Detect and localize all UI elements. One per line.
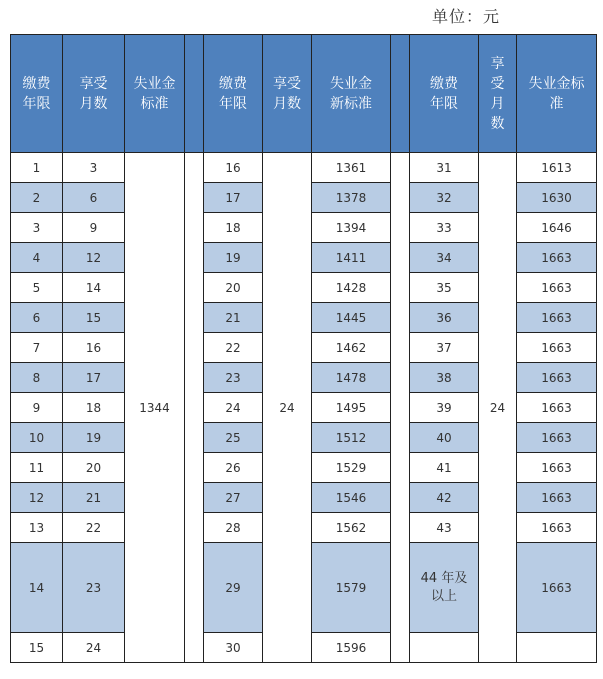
table-row [11,153,597,183]
header-row [11,35,597,153]
g1-months-cell: 16 [63,333,125,363]
g3-years-cell: 33 [410,213,479,243]
g1-months-cell: 14 [63,273,125,303]
g1-months-cell: 12 [63,243,125,273]
g3-years-cell: 32 [410,183,479,213]
g3-standard-cell: 1630 [517,183,597,213]
g2-years-cell: 22 [204,333,263,363]
g3-standard-cell: 1613 [517,153,597,183]
g1-years-cell: 10 [11,423,63,453]
table-body [11,153,597,663]
g2-standard-cell: 1529 [312,453,391,483]
g2-years-cell: 25 [204,423,263,453]
g3-standard-cell: 1663 [517,363,597,393]
g2-standard-cell: 1411 [312,243,391,273]
g2-years-cell: 17 [204,183,263,213]
g3-standard-cell: 1663 [517,423,597,453]
header-gap-1 [185,35,204,153]
g2-years-cell: 28 [204,513,263,543]
g1-years-cell: 13 [11,513,63,543]
g3-years-cell: 35 [410,273,479,303]
g3-years-cell: 38 [410,363,479,393]
g1-months-cell: 3 [63,153,125,183]
g3-standard-cell: 1663 [517,453,597,483]
g2-standard-cell: 1495 [312,393,391,423]
g2-years-cell: 26 [204,453,263,483]
g1-months-cell: 20 [63,453,125,483]
unemployment-benefit-table [10,34,597,663]
g3-years-cell: 31 [410,153,479,183]
header-years-2: 缴费 年限 [204,35,263,153]
g2-standard-cell: 1512 [312,423,391,453]
g1-years-cell: 8 [11,363,63,393]
g2-standard-cell: 1394 [312,213,391,243]
g1-years-cell: 14 [11,543,63,633]
g2-standard-cell: 1546 [312,483,391,513]
g3-years-cell: 40 [410,423,479,453]
g3-years-cell: 43 [410,513,479,543]
g1-years-cell: 15 [11,633,63,663]
g1-years-cell: 3 [11,213,63,243]
g2-years-cell: 21 [204,303,263,333]
header-standard-2: 失业金 新标准 [312,35,391,153]
g3-years-empty-cell [410,633,479,663]
g3-years-cell: 34 [410,243,479,273]
g2-years-cell: 24 [204,393,263,423]
g3-years-cell: 44 年及 以上 [410,543,479,633]
header-standard-3: 失业金标 准 [517,35,597,153]
g1-months-cell: 22 [63,513,125,543]
g3-standard-empty-cell [517,633,597,663]
g2-standard-cell: 1562 [312,513,391,543]
g2-standard-cell: 1361 [312,153,391,183]
g3-standard-cell: 1663 [517,303,597,333]
g3-years-cell: 41 [410,453,479,483]
g1-months-cell: 23 [63,543,125,633]
g2-years-cell: 20 [204,273,263,303]
g1-months-cell: 17 [63,363,125,393]
g3-standard-cell: 1663 [517,483,597,513]
g2-years-cell: 23 [204,363,263,393]
g3-months-cell: 24 [479,153,517,663]
g3-years-cell: 39 [410,393,479,423]
header-months-2: 享受 月数 [263,35,312,153]
g3-years-cell: 37 [410,333,479,363]
g2-years-cell: 18 [204,213,263,243]
g1-years-cell: 7 [11,333,63,363]
header-standard-1: 失业金 标准 [125,35,185,153]
g1-years-cell: 5 [11,273,63,303]
header-months-1: 享受 月数 [63,35,125,153]
header-years-1: 缴费 年限 [11,35,63,153]
g3-years-cell: 42 [410,483,479,513]
g2-standard-cell: 1445 [312,303,391,333]
g3-standard-cell: 1663 [517,393,597,423]
g1-months-cell: 21 [63,483,125,513]
g3-standard-cell: 1663 [517,243,597,273]
g2-years-cell: 16 [204,153,263,183]
gap-column-1 [185,153,204,663]
g3-standard-cell: 1646 [517,213,597,243]
g1-months-cell: 18 [63,393,125,423]
unit-label: 单位：元 [432,7,501,26]
g2-standard-cell: 1478 [312,363,391,393]
g1-months-cell: 24 [63,633,125,663]
g1-months-cell: 6 [63,183,125,213]
g3-years-cell: 36 [410,303,479,333]
g3-standard-cell: 1663 [517,543,597,633]
g1-months-cell: 19 [63,423,125,453]
g1-years-cell: 6 [11,303,63,333]
g2-years-cell: 19 [204,243,263,273]
g2-months-cell: 24 [263,153,312,663]
gap-column-2 [391,153,410,663]
g2-years-cell: 29 [204,543,263,633]
g1-years-cell: 9 [11,393,63,423]
header-years-3: 缴费 年限 [410,35,479,153]
g2-standard-cell: 1596 [312,633,391,663]
g1-years-cell: 2 [11,183,63,213]
g2-years-cell: 30 [204,633,263,663]
g1-years-cell: 4 [11,243,63,273]
header-gap-2 [391,35,410,153]
g2-standard-cell: 1579 [312,543,391,633]
g3-standard-cell: 1663 [517,513,597,543]
g2-standard-cell: 1462 [312,333,391,363]
g1-standard-cell: 1344 [125,153,185,663]
g1-months-cell: 15 [63,303,125,333]
g1-months-cell: 9 [63,213,125,243]
g1-years-cell: 1 [11,153,63,183]
g2-standard-cell: 1428 [312,273,391,303]
g2-years-cell: 27 [204,483,263,513]
g2-standard-cell: 1378 [312,183,391,213]
header-months-3: 享 受 月 数 [479,35,517,153]
unemployment-benefit-table-wrap [10,34,597,663]
g3-standard-cell: 1663 [517,333,597,363]
g1-years-cell: 12 [11,483,63,513]
g3-standard-cell: 1663 [517,273,597,303]
g1-years-cell: 11 [11,453,63,483]
